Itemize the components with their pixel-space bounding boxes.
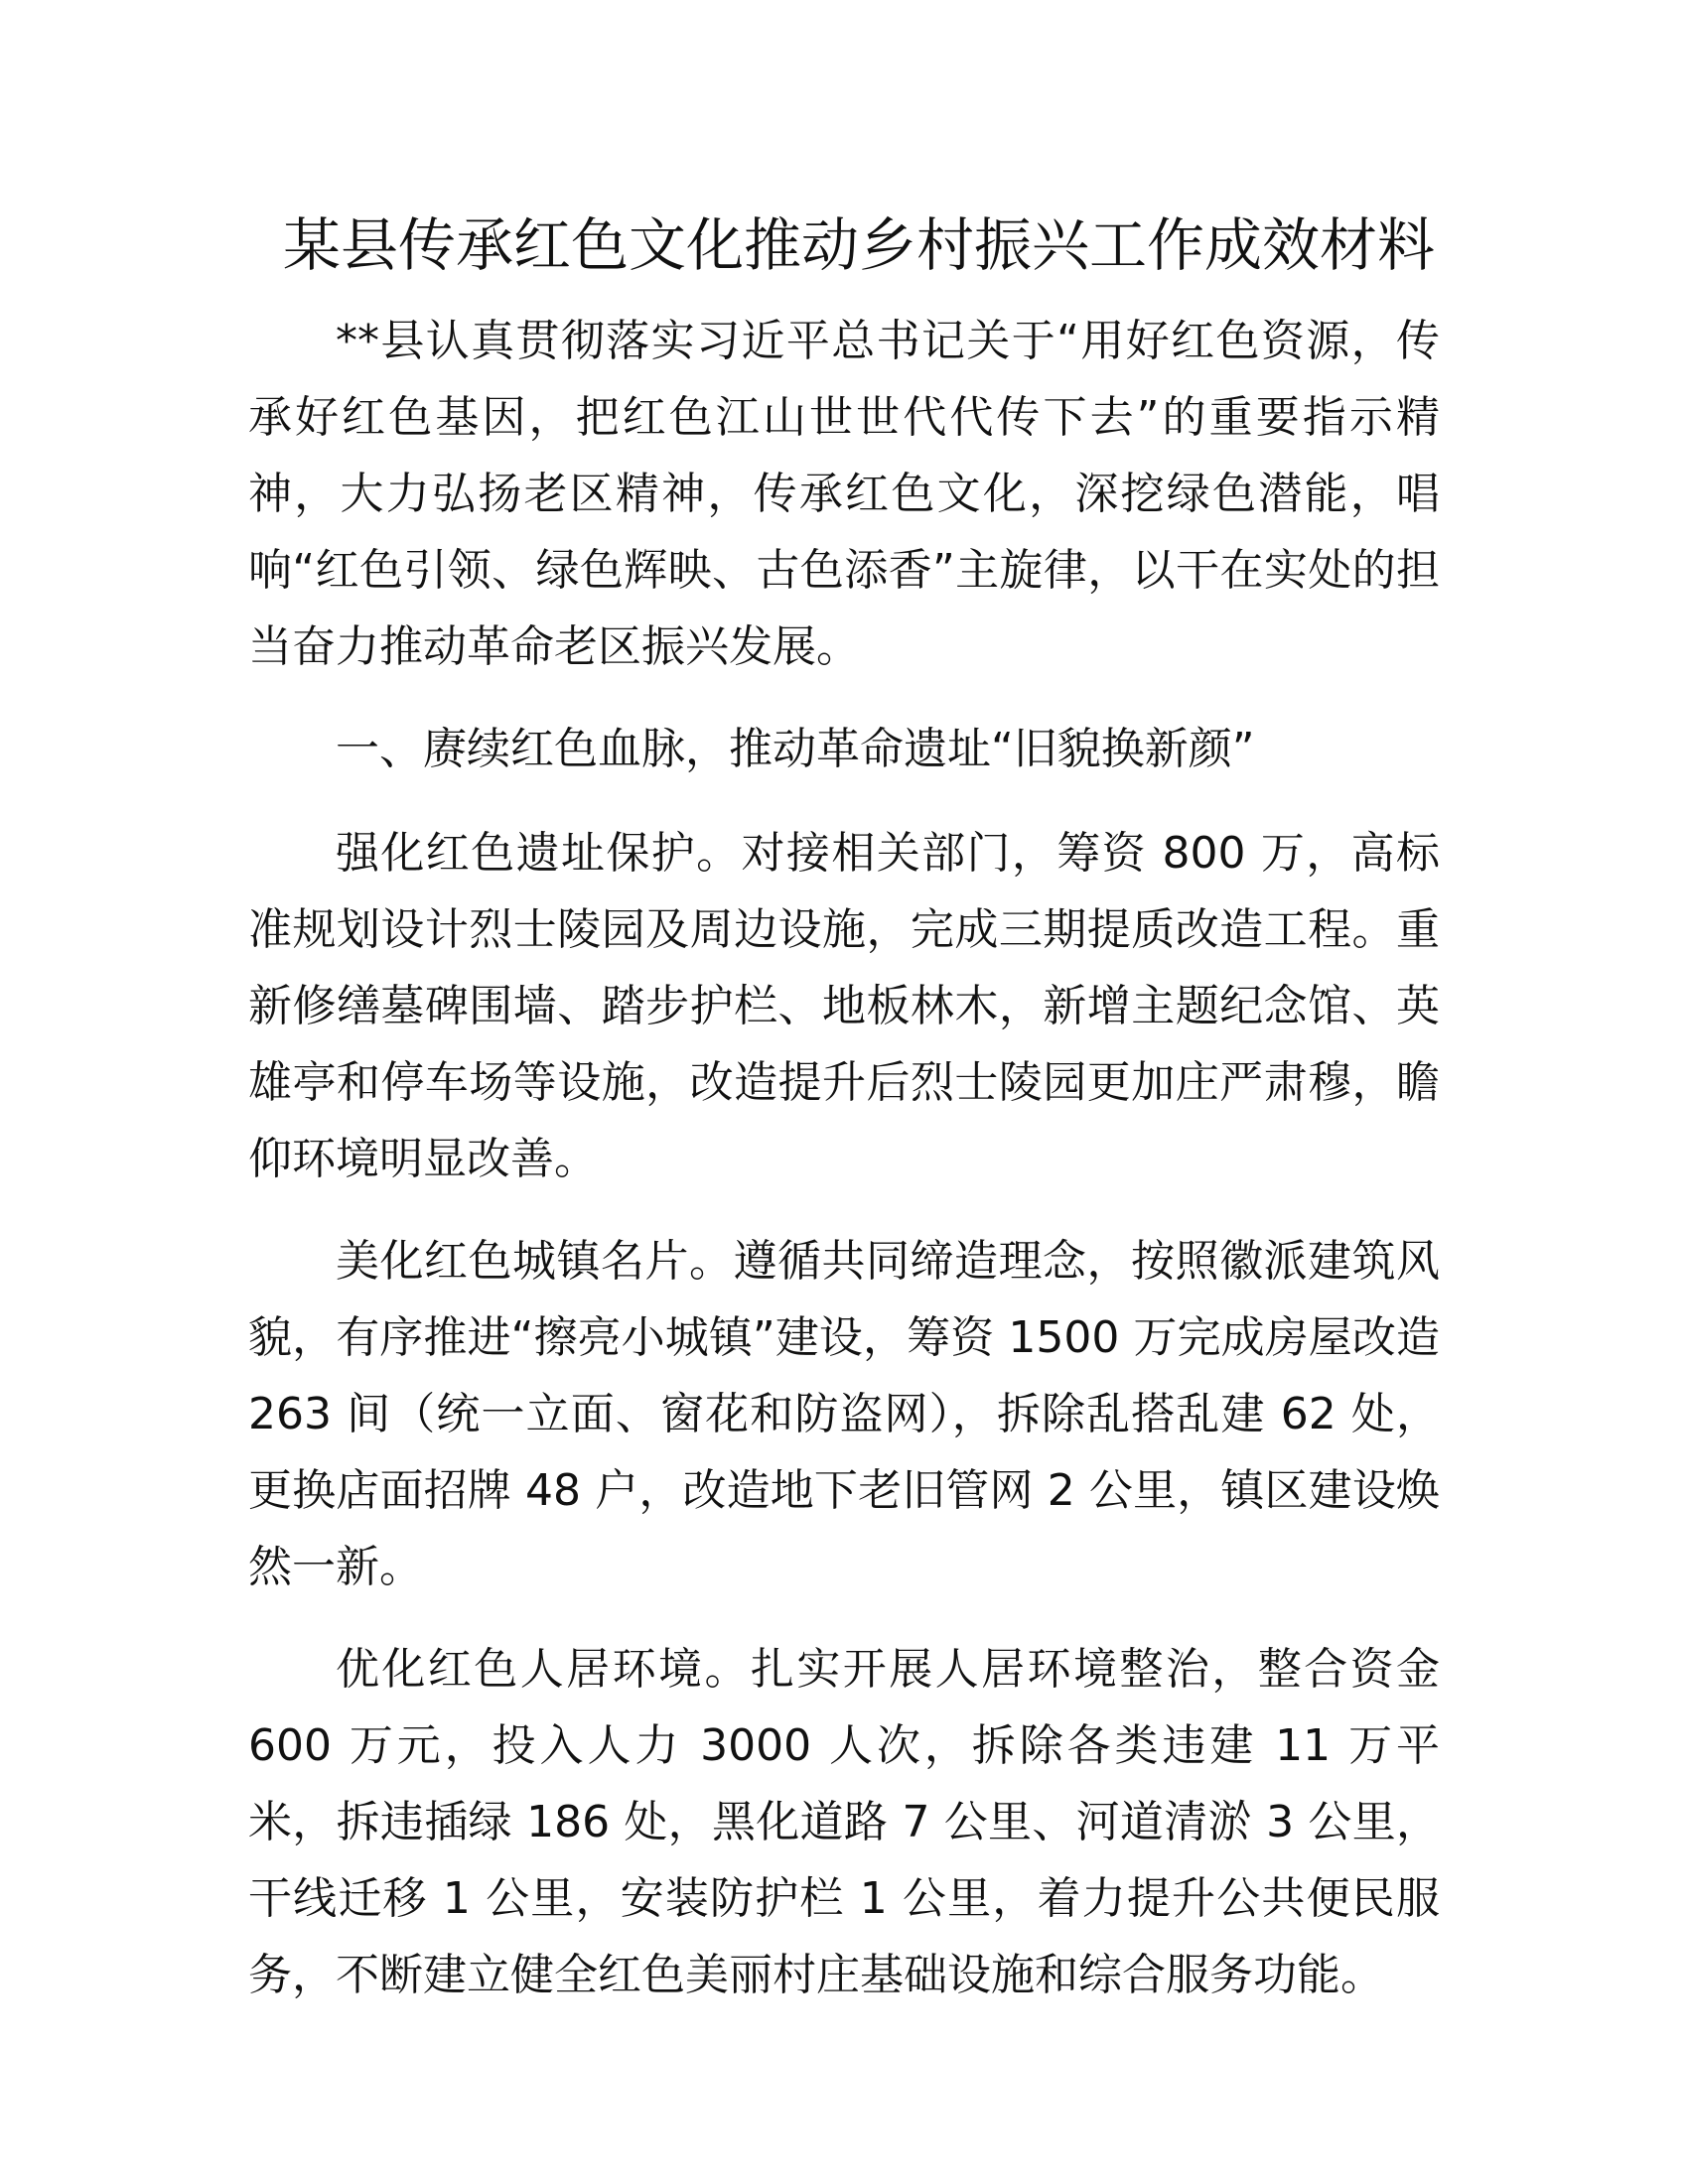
paragraph-town-beautification: 美化红色城镇名片。遵循共同缔造理念，按照徽派建筑风貌，有序推进“擦亮小城镇”建设，筹资 1500 万完成房屋改造 263 间（统一立面、窗花和防盗网），拆除乱搭乱建 62 处，更换店面招牌 48 户，改造地下老旧管网 2 公里，镇区建设焕然一新。: [248, 1236, 1440, 1592]
intro-paragraph: **县认真贯彻落实习近平总书记关于“用好红色资源，传承好红色基因，把红色江山世世代代传下去”的重要指示精神，大力弘扬老区精神，传承红色文化，深挖绿色潜能，唱响“红色引领、绿色辉映、古色添香”主旋律，以干在实处的担当奋力推动革命老区振兴发展。: [248, 316, 1440, 672]
page-title: 某县传承红色文化推动乡村振兴工作成效材料: [282, 211, 1435, 279]
paragraph-living-environment: 优化红色人居环境。扎实开展人居环境整治，整合资金 600 万元，投入人力 3000 人次，拆除各类违建 11 万平米，拆违插绿 186 处，黑化道路 7 公里、河道清淤 3 公里，干线迁移 1 公里，安装防护栏 1 公里，着力提升公共便民服务，不断建立健全红色美丽村庄基础设施和综合服务功能。: [248, 1644, 1440, 2000]
paragraph-site-protection: 强化红色遗址保护。对接相关部门，筹资 800 万，高标准规划设计烈士陵园及周边设施，完成三期提质改造工程。重新修缮墓碑围墙、踏步护栏、地板林木，新增主题纪念馆、英雄亭和停车场等设施，改造提升后烈士陵园更加庄严肃穆，瞻仰环境明显改善。: [248, 828, 1440, 1184]
document-body: [248, 303, 1440, 2039]
section-heading: 一、赓续红色血脉，推动革命遗址“旧貌换新颜”: [336, 724, 1255, 774]
